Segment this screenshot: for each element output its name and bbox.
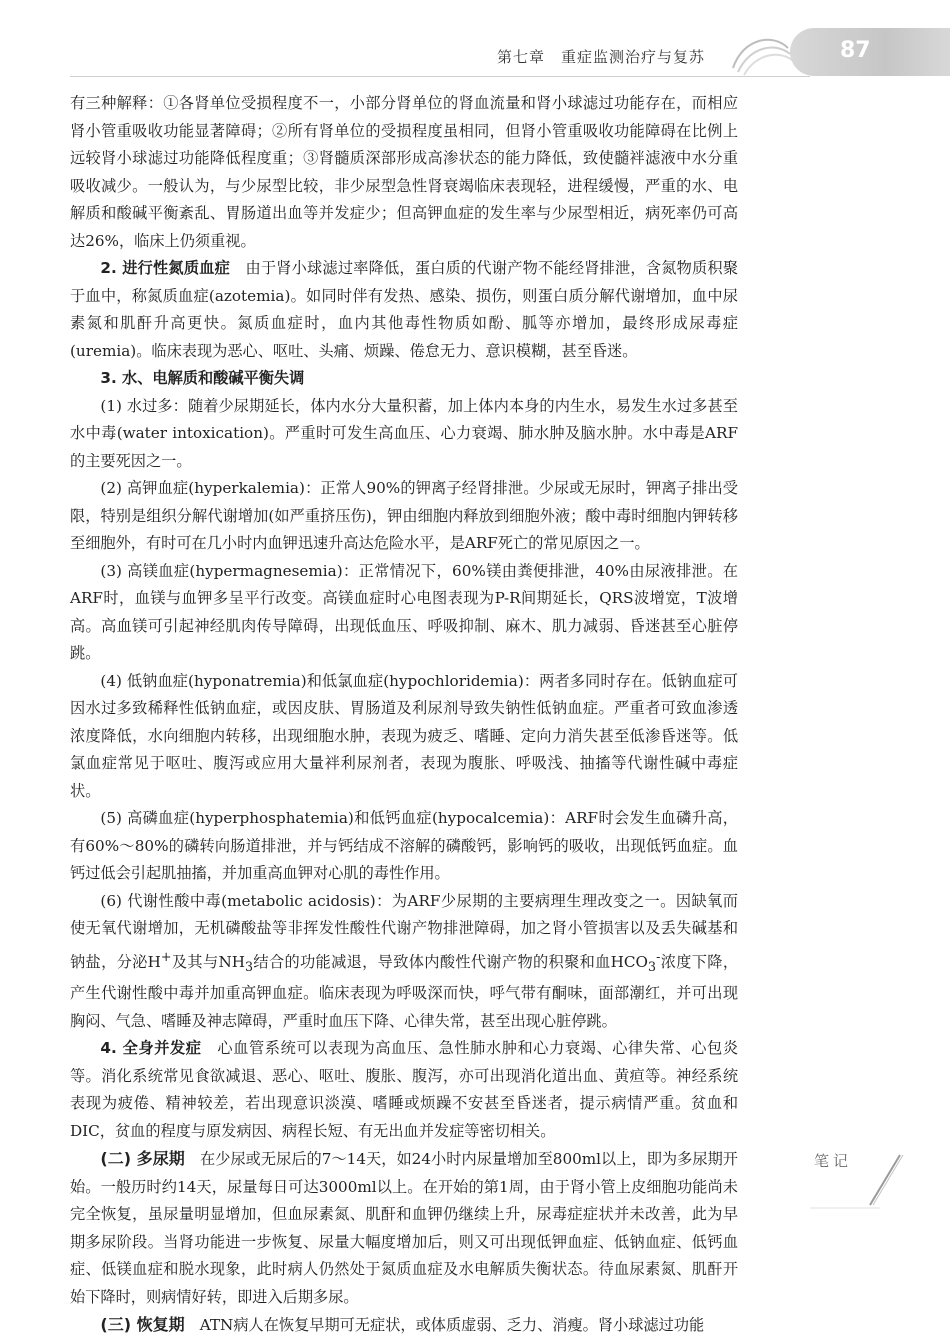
- page-header: [0, 0, 950, 90]
- paragraph-text: ATN病人在恢复早期可无症状，或体质虚弱、乏力、消瘦。肾小球滤过功能: [199, 1316, 705, 1335]
- paragraph-acidosis: [70, 888, 738, 1036]
- superscript: +: [160, 948, 172, 964]
- section-heading-systemic: 4. 全身并发症: [100, 1039, 202, 1058]
- paragraph-text: 结合的功能减退，导致体内酸性代谢产物的积聚和血HCO: [253, 952, 648, 971]
- section-heading-polyuria: (二) 多尿期: [100, 1149, 185, 1169]
- paragraph-polyuria: [70, 1145, 738, 1311]
- paragraph-text: 在少尿或无尿后的7～14天，如24小时内尿量增加至800ml以上，即为多尿期开始。一般历时约14天，尿量每日可达3000ml以上。在开始的第1周，由于肾小管上皮细胞功能尚未完全恢复，虽尿量明显增加，但血尿素氮、肌酐和血钾仍继续上升，尿毒症症状并未改善，此为早期多尿阶段。当肾功能进一步恢复、尿量大幅度增加后，则又可出现低钾血症、低钠血症、低钙血症、低镁血症和脱水现象，此时病人仍然处于氮质血症及水电解质失衡状态。待血尿素氮、肌酐开始下降时，则病情好转，即进入后期多尿。: [70, 1150, 738, 1306]
- paragraph-systemic: [70, 1035, 738, 1145]
- paragraph-hyperphosphatemia: (5) 高磷血症(hyperphosphatemia)和低钙血症(hypocalcemia)：ARF时会发生血磷升高，有60%～80%的磷转向肠道排泄，并与钙结成不溶解的磷酸钙，影响钙的吸收，出现低钙血症。血钙过低会引起肌抽搐，并加重高血钾对心肌的毒性作用。: [70, 809, 738, 882]
- paragraph-continuation: 有三种解释：①各肾单位受损程度不一，小部分肾单位的肾血流量和肾小球滤过功能存在，而相应肾小管重吸收功能显著障碍；②所有肾单位的受损程度虽相同，但肾小管重吸收功能障碍在比例上远较肾小球滤过功能降低程度重；③肾髓质深部形成高渗状态的能力降低，致使髓袢滤液中水分重吸收减少。一般认为，与少尿型比较，非少尿型急性肾衰竭临床表现轻，进程缓慢，严重的水、电解质和酸碱平衡紊乱、胃肠道出血等并发症少；但高钾血症的发生率与少尿型相近，病死率仍可高达26%，临床上仍须重视。: [70, 94, 738, 250]
- section-heading-electrolyte: 3. 水、电解质和酸碱平衡失调: [100, 369, 305, 387]
- chapter-title: 第七章 重症监测治疗与复苏: [497, 48, 706, 66]
- subscript: 3: [245, 958, 254, 974]
- swirl-ornament-icon: [728, 28, 798, 78]
- paragraph-text: 浓度下降，产生代谢性酸中毒并加重高钾血症。临床表现为呼吸深而快，呼气带有酮味，面部潮红，并可出现胸闷、气急、嗜睡及神志障碍，严重时血压下降、心律失常，甚至出现心脏停跳。: [70, 952, 739, 1030]
- notes-label: 笔记: [814, 1152, 853, 1170]
- page-number: 87: [840, 38, 871, 63]
- paragraph-text: (6) 代谢性酸中毒(metabolic acidosis)：为ARF少尿期的主要病理生理改变之一。因缺氧而使无氧代谢增加，无机磷酸盐等非挥发性酸性代谢产物排泄障碍，加之肾小管损害以及丢失碱基和钠盐，分泌H: [70, 891, 738, 971]
- paragraph-recovery: [70, 1311, 738, 1340]
- paragraph-azotemia: [70, 255, 738, 365]
- paragraph-text: 由于肾小球滤过率降低，蛋白质的代谢产物不能经肾排泄，含氮物质积聚于血中，称氮质血症(azotemia)。如同时伴有发热、感染、损伤，则蛋白质分解代谢增加，血中尿素氮和肌酐升高更快。氮质血症时，血内其他毒性物质如酚、胍等亦增加，最终形成尿毒症(uremia)。临床表现为恶心、呕吐、头痛、烦躁、倦怠无力、意识模糊，甚至昏迷。: [70, 259, 739, 360]
- paragraph-text: 及其与NH: [171, 952, 246, 971]
- paragraph-electrolyte-heading: [70, 365, 738, 393]
- paragraph-water-excess: (1) 水过多：随着少尿期延长，体内水分大量积蓄，加上体内本身的内生水，易发生水过多甚至水中毒(water intoxication)。严重时可发生高血压、心力衰竭、肺水肿及脑水肿。水中毒是ARF的主要死因之一。: [70, 396, 738, 470]
- pen-icon: [800, 1150, 910, 1220]
- header-divider: [70, 76, 810, 77]
- paragraph-hyponatremia: (4) 低钠血症(hyponatremia)和低氯血症(hypochloridemia)：两者多同时存在。低钠血症可因水过多致稀释性低钠血症，或因皮肤、胃肠道及利尿剂导致失钠性低钠血症。严重者可致血渗透浓度降低，水向细胞内转移，出现细胞水肿，表现为疲乏、嗜睡、定向力消失甚至低渗昏迷等。低氯血症常见于呕吐、腹泻或应用大量袢利尿剂者，表现为腹胀、呼吸浅、抽搐等代谢性碱中毒症状。: [70, 671, 738, 800]
- notes-margin: [800, 1150, 910, 1220]
- section-heading-recovery: (三) 恢复期: [100, 1315, 185, 1335]
- subscript: 3: [648, 958, 657, 974]
- paragraph-text: 心血管系统可以表现为高血压、急性肺水肿和心力衰竭、心律失常、心包炎等。消化系统常见食欲减退、恶心、呕吐、腹胀、腹泻，亦可出现消化道出血、黄疸等。神经系统表现为疲倦、精神较差，若出现意识淡漠、嗜睡或烦躁不安甚至昏迷者，提示病情严重。贫血和DIC，贫血的程度与原发病因、病程长短、有无出血并发症等密切相关。: [70, 1039, 739, 1140]
- section-heading-azotemia: 2. 进行性氮质血症: [100, 259, 231, 277]
- superscript: -: [656, 948, 661, 964]
- paragraph-hypermagnesemia: (3) 高镁血症(hypermagnesemia)：正常情况下，60%镁由粪便排泄，40%由尿液排泄。在ARF时，血镁与血钾多呈平行改变。高镁血症时心电图表现为P-R间期延长，QRS波增宽，T波增高。高血镁可引起神经肌肉传导障碍，出现低血压、呼吸抑制、麻木、肌力减弱、昏迷甚至心脏停跳。: [70, 561, 738, 662]
- body-text: [70, 90, 738, 1340]
- paragraph-hyperkalemia: (2) 高钾血症(hyperkalemia)：正常人90%的钾离子经肾排泄。少尿或无尿时，钾离子排出受限，特别是组织分解代谢增加(如严重挤压伤)，钾由细胞内释放到细胞外液；酸中毒时细胞内钾转移至细胞外，有时可在几小时内血钾迅速升高达危险水平，是ARF死亡的常见原因之一。: [70, 479, 738, 552]
